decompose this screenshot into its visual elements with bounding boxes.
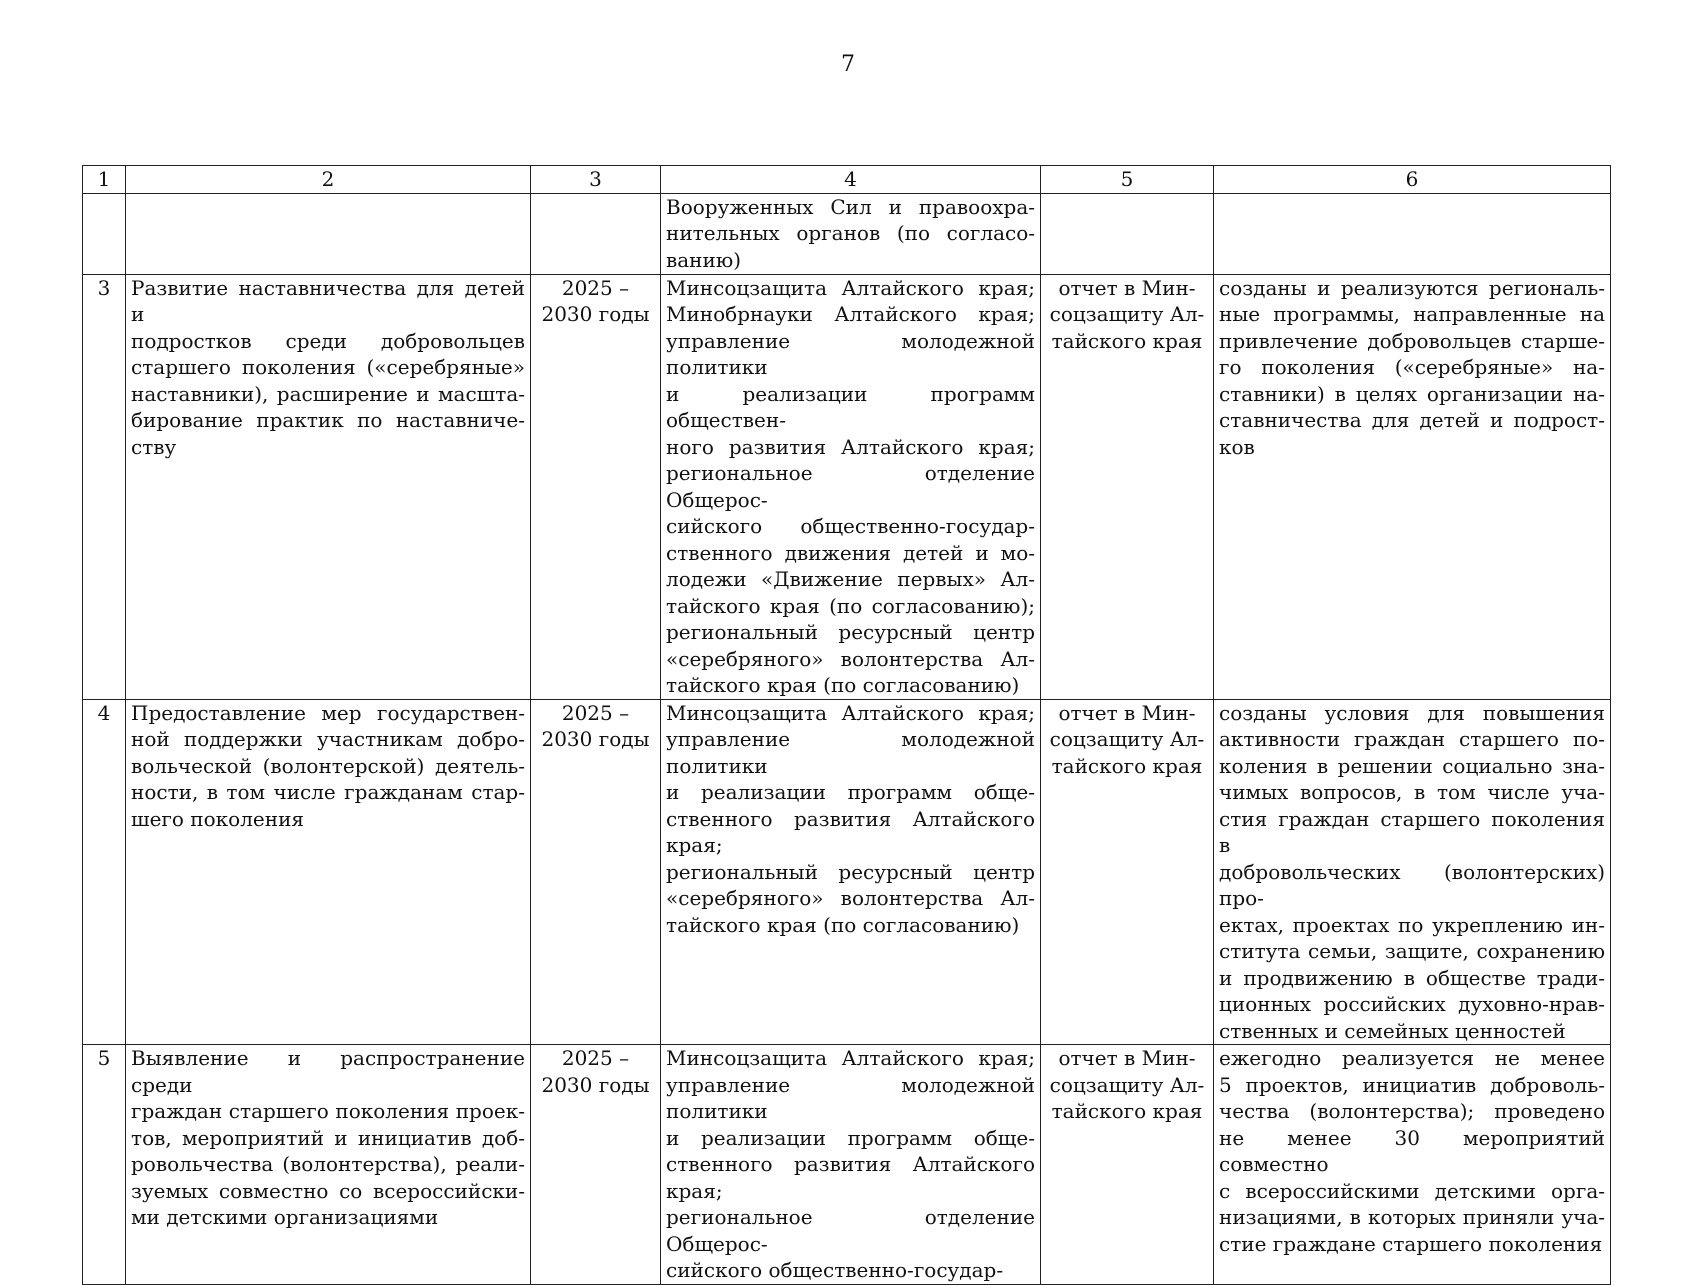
- cell-line: соцзащиту Ал-: [1049, 727, 1205, 751]
- cell-line: ственного развития Алтайского: [666, 1152, 1035, 1176]
- cell-line: тайского края (по согласованию): [666, 912, 1020, 937]
- cell-line: управление молодежной политики: [666, 1072, 1035, 1123]
- cell-line: тайского края: [1051, 753, 1203, 778]
- cell-line: чества (волонтерства); проведено: [1219, 1099, 1605, 1123]
- cell-line: ежегодно реализуется не менее: [1219, 1046, 1605, 1070]
- cell-line: Развитие наставничества для детей и: [131, 275, 525, 326]
- cell-report: [1041, 274, 1214, 699]
- cell-measure: [126, 699, 531, 1045]
- column-header-row: [83, 166, 1611, 194]
- cell-line: стия граждан старшего поколения в: [1219, 806, 1605, 857]
- cell-line: Минсоцзащита Алтайского края;: [666, 1046, 1035, 1070]
- page-number: 7: [841, 52, 855, 77]
- cell-number: 3: [83, 274, 126, 699]
- cell-line: отчет в Мин-: [1058, 1046, 1196, 1070]
- cell-line: коления в решении социально зна-: [1219, 753, 1605, 778]
- cell-line: региональное отделение Общерос-: [666, 461, 1035, 512]
- column-header-5: 5: [1041, 166, 1214, 194]
- cell-line: Минобрнауки Алтайского края;: [666, 302, 1035, 326]
- cell-line: управление молодежной политики: [666, 328, 1035, 379]
- cell-line: ственного развития Алтайского: [666, 806, 1035, 831]
- cell-line: старшего поколения («серебряные»: [131, 355, 525, 379]
- cell-line: ственного движения детей и мо-: [666, 540, 1035, 565]
- table-row: [83, 274, 1611, 699]
- cell-line: нительных органов (по согласо-: [666, 221, 1035, 245]
- column-header-6: 6: [1214, 166, 1611, 194]
- cell-line: «серебряного» волонтерства Ал-: [666, 646, 1035, 671]
- column-header-3: 3: [531, 166, 661, 194]
- cell-term: [531, 699, 661, 1045]
- cell-line: ные программы, направленные на: [1219, 302, 1605, 326]
- cell-executors: [661, 699, 1041, 1045]
- cell-line: тайского края (по согласованию);: [666, 593, 1035, 618]
- cell-report: [1041, 193, 1214, 274]
- cell-line: граждан старшего поколения проек-: [131, 1099, 525, 1123]
- cell-number: 4: [83, 699, 126, 1045]
- cell-line: бирование практик по наставниче-: [131, 408, 525, 432]
- cell-term: [531, 274, 661, 699]
- cell-result: [1214, 193, 1611, 274]
- cell-line: 2030 годы: [541, 1072, 650, 1097]
- cell-line: Минсоцзащита Алтайского края;: [666, 700, 1035, 725]
- column-header-1: 1: [83, 166, 126, 194]
- cell-line: региональный ресурсный центр: [666, 859, 1035, 884]
- cell-line: Предоставление мер государствен-: [131, 700, 525, 725]
- cell-line: ству: [131, 434, 177, 459]
- cell-line: 2025 –: [561, 700, 630, 725]
- cell-term: [531, 193, 661, 274]
- cell-line: отчет в Мин-: [1058, 275, 1196, 300]
- cell-term: [531, 1045, 661, 1285]
- cell-line: чимых вопросов, в том числе уча-: [1219, 780, 1605, 804]
- cell-line: Выявление и распространение среди: [131, 1046, 525, 1097]
- cell-line: и реализации программ обще-: [666, 1125, 1035, 1150]
- cell-result: [1214, 699, 1611, 1045]
- cell-number: 5: [83, 1045, 126, 1285]
- cell-line: ственных и семейных ценностей: [1219, 1018, 1566, 1043]
- cell-report: [1041, 699, 1214, 1045]
- cell-line: Вооруженных Сил и правоохра-: [666, 194, 1035, 219]
- cell-line: зуемых совместно со всероссийски-: [131, 1178, 525, 1203]
- cell-line: ставники) в целях организации на-: [1219, 381, 1605, 406]
- cell-line: лодежи «Движение первых» Ал-: [666, 567, 1035, 591]
- column-header-4: 4: [661, 166, 1041, 194]
- table-row-continuation: [83, 193, 1611, 274]
- cell-line: 2025 –: [561, 1046, 630, 1070]
- cell-line: ровольчества (волонтерства), реали-: [131, 1152, 525, 1176]
- cell-line: не менее 30 мероприятий совместно: [1219, 1125, 1605, 1176]
- cell-line: активности граждан старшего по-: [1219, 727, 1605, 751]
- cell-measure: [126, 274, 531, 699]
- cell-line: шего поколения: [131, 806, 305, 831]
- cell-line: с всероссийскими детскими орга-: [1219, 1178, 1605, 1203]
- cell-line: низациями, в которых приняли уча-: [1219, 1205, 1605, 1229]
- cell-line: сийского общественно-государ-: [666, 514, 1035, 538]
- cell-line: региональный ресурсный центр: [666, 620, 1035, 644]
- cell-executors: [661, 193, 1041, 274]
- cell-line: ков: [1219, 434, 1255, 459]
- cell-result: [1214, 1045, 1611, 1285]
- cell-line: и продвижению в обществе тради-: [1219, 965, 1605, 990]
- cell-line: региональное отделение Общерос-: [666, 1205, 1035, 1256]
- cell-executors: [661, 274, 1041, 699]
- cell-line: наставники), расширение и масшта-: [131, 381, 525, 406]
- cell-line: управление молодежной политики: [666, 727, 1035, 778]
- cell-line: ставничества для детей и подрост-: [1219, 408, 1605, 432]
- cell-line: го поколения («серебряные» на-: [1219, 355, 1605, 379]
- measures-table: [82, 165, 1611, 1285]
- cell-line: ной поддержки участникам добро-: [131, 727, 525, 751]
- cell-line: ститута семьи, защите, сохранению: [1219, 939, 1605, 963]
- cell-line: созданы и реализуются региональ-: [1219, 275, 1605, 300]
- cell-number: [83, 193, 126, 274]
- cell-line: 2030 годы: [541, 727, 650, 751]
- cell-line: сийского общественно-государ-: [666, 1258, 1004, 1282]
- cell-line: привлечение добровольцев старше-: [1219, 328, 1605, 353]
- cell-line: и реализации программ обще-: [666, 780, 1035, 804]
- cell-line: 2030 годы: [541, 302, 650, 326]
- cell-line: ванию): [666, 247, 742, 272]
- cell-line: Минсоцзащита Алтайского края;: [666, 275, 1035, 300]
- cell-line: края;: [666, 833, 723, 857]
- cell-line: ми детскими организациями: [131, 1205, 439, 1229]
- cell-report: [1041, 1045, 1214, 1285]
- cell-line: и реализации программ обществен-: [666, 381, 1035, 432]
- table-row: [83, 699, 1611, 1045]
- cell-line: подростков среди добровольцев: [131, 328, 525, 353]
- cell-line: вольческой (волонтерской) деятель-: [131, 753, 525, 778]
- cell-line: «серебряного» волонтерства Ал-: [666, 886, 1035, 910]
- cell-line: созданы условия для повышения: [1219, 700, 1605, 725]
- cell-line: ектах, проектах по укреплению ин-: [1219, 912, 1605, 937]
- cell-line: тов, мероприятий и инициатив доб-: [131, 1125, 525, 1150]
- cell-executors: [661, 1045, 1041, 1285]
- cell-line: 2025 –: [561, 275, 630, 300]
- cell-line: соцзащиту Ал-: [1049, 302, 1205, 326]
- cell-line: тайского края (по согласованию): [666, 673, 1020, 697]
- cell-line: ного развития Алтайского края;: [666, 434, 1035, 459]
- cell-measure: [126, 1045, 531, 1285]
- cell-line: 5 проектов, инициатив доброволь-: [1219, 1072, 1605, 1097]
- cell-result: [1214, 274, 1611, 699]
- column-header-2: 2: [126, 166, 531, 194]
- cell-line: края;: [666, 1178, 723, 1203]
- cell-measure: [126, 193, 531, 274]
- cell-line: тайского края: [1051, 328, 1203, 353]
- cell-line: ности, в том числе гражданам стар-: [131, 780, 525, 804]
- cell-line: добровольческих (волонтерских) про-: [1219, 859, 1605, 910]
- cell-line: ционных российских духовно-нрав-: [1219, 992, 1605, 1016]
- cell-line: соцзащиту Ал-: [1049, 1072, 1205, 1097]
- table-row: [83, 1045, 1611, 1285]
- cell-line: тайского края: [1051, 1099, 1203, 1123]
- cell-line: стие граждане старшего поколения: [1219, 1231, 1603, 1256]
- cell-line: отчет в Мин-: [1058, 700, 1196, 725]
